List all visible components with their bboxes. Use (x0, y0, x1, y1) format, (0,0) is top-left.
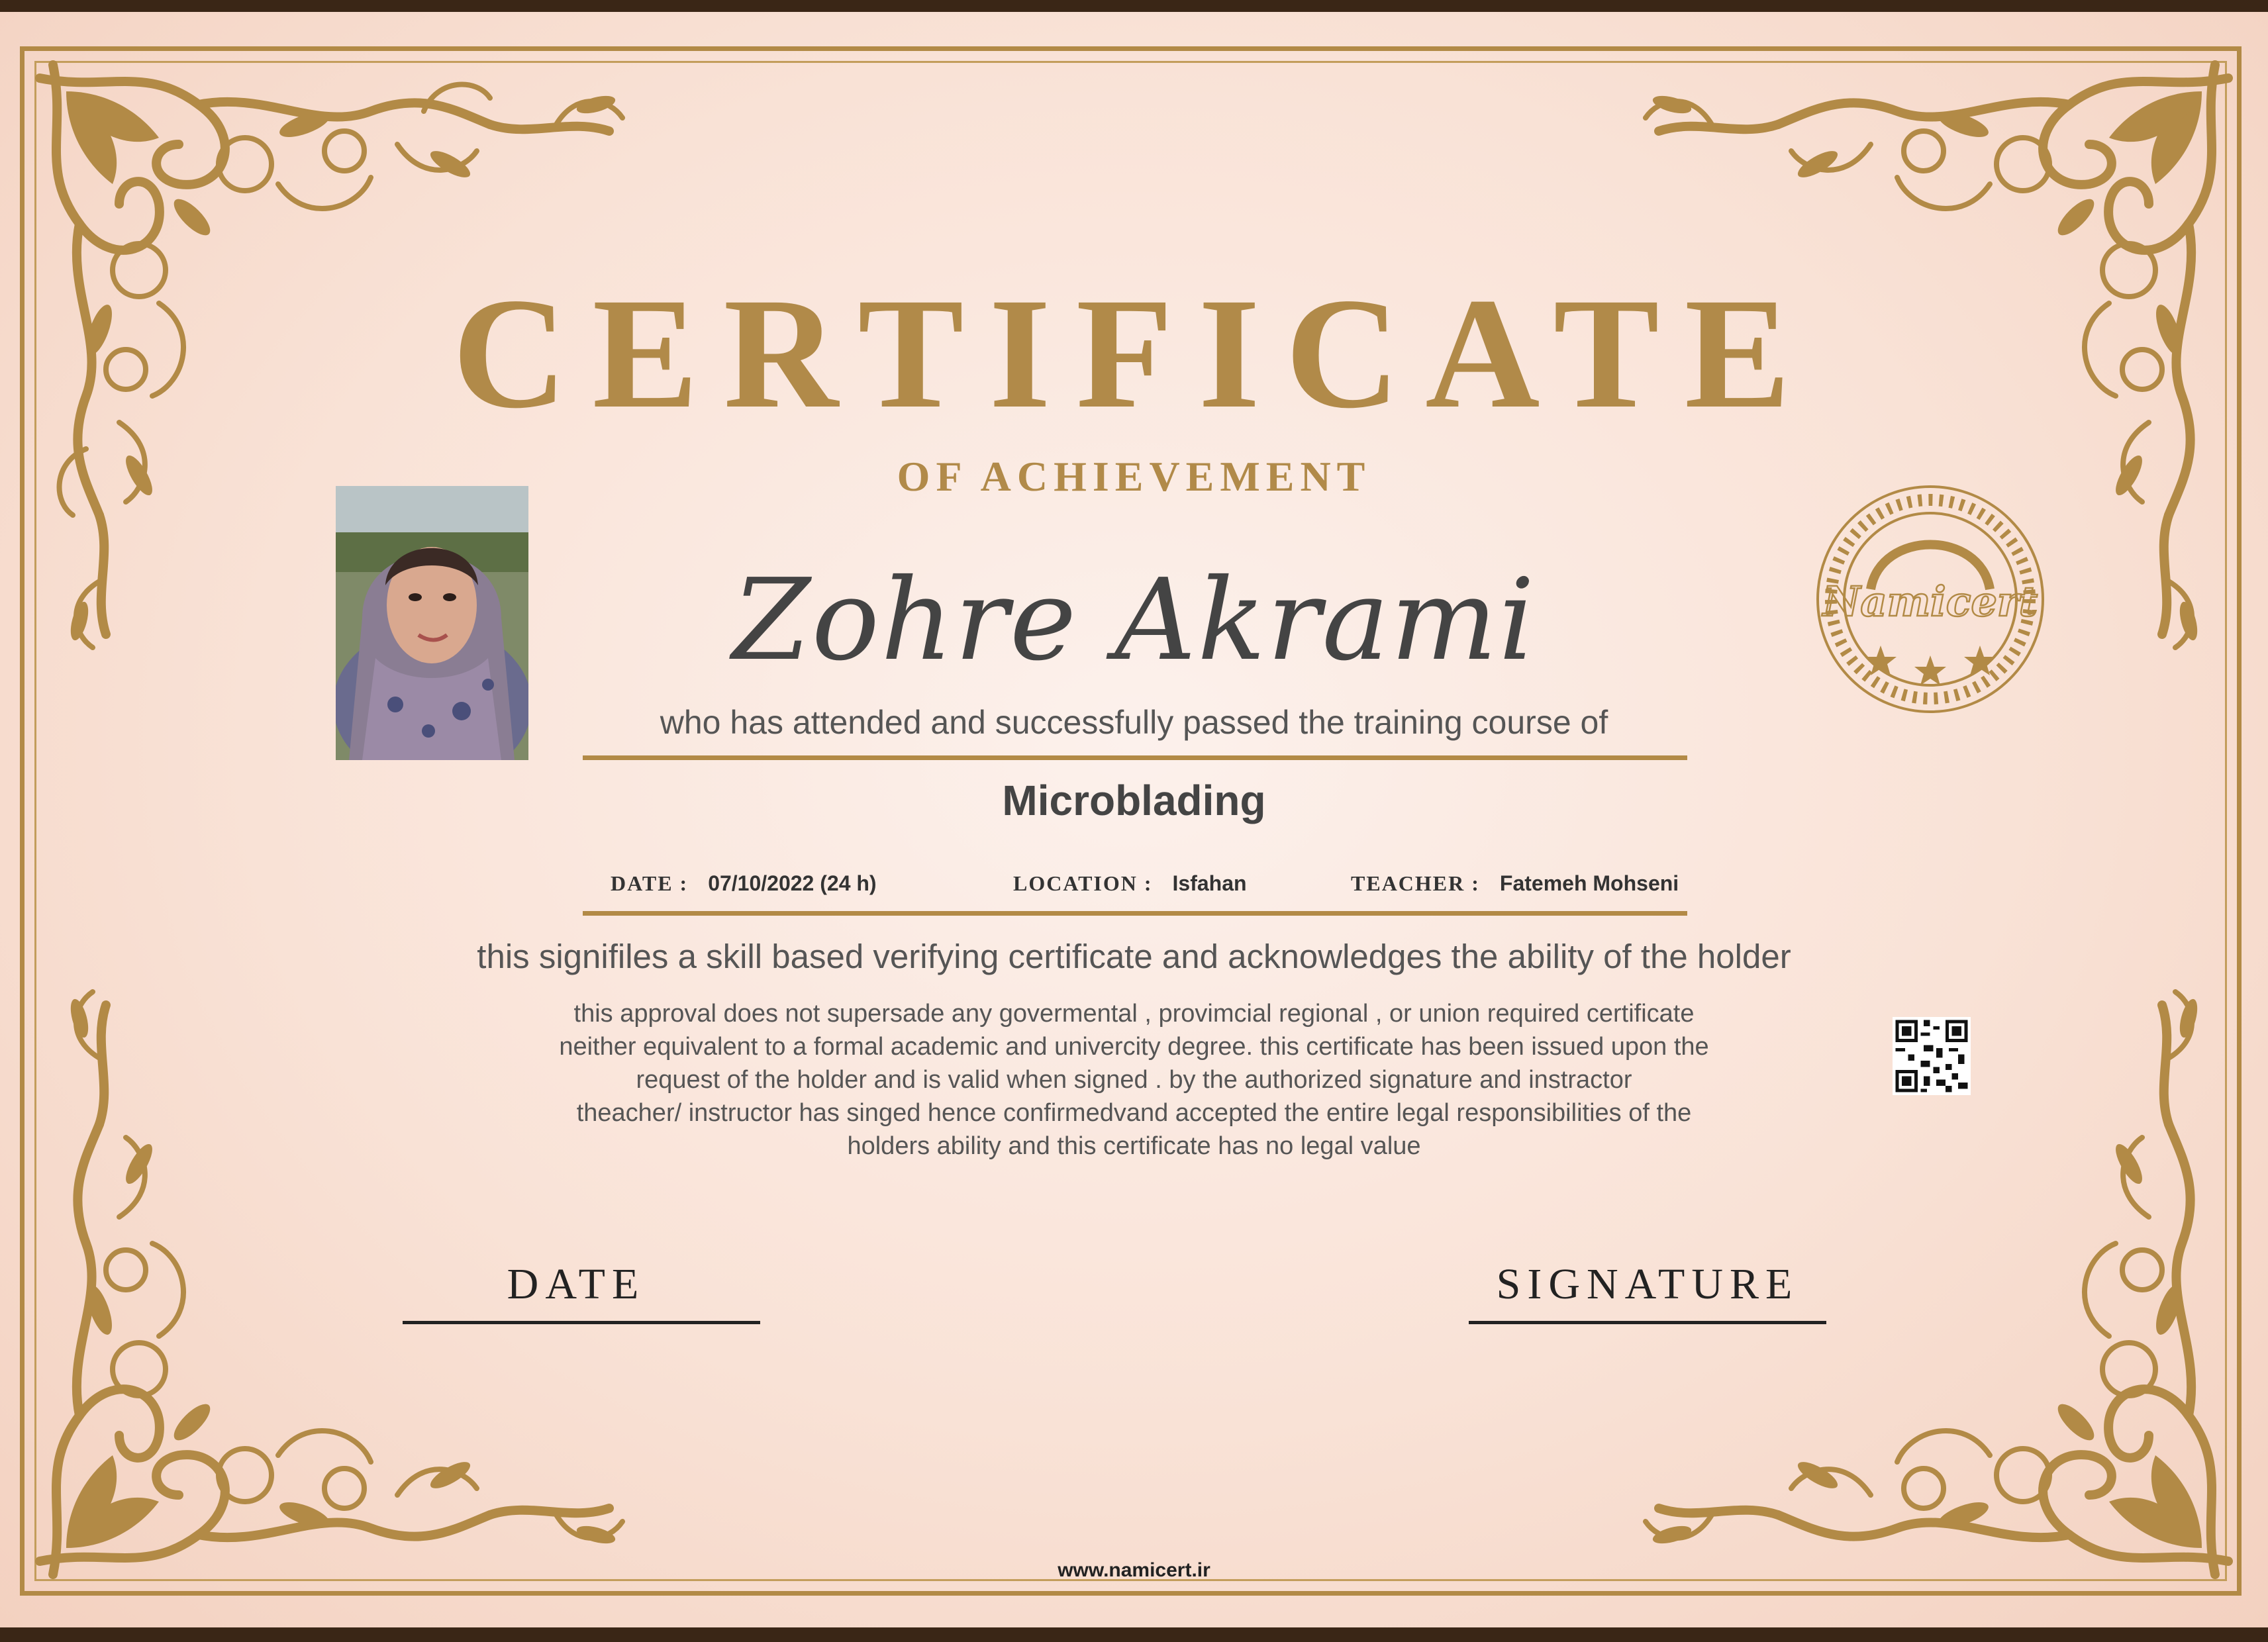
teacher-info (1351, 871, 1679, 896)
location-info (1013, 871, 1247, 896)
date-sign-line (403, 1321, 760, 1324)
disclaimer-line: request of the holder and is valid when signed . by the authorized signature and instractor (636, 1066, 1632, 1094)
date-sign-label: DATE (507, 1260, 646, 1308)
recipient-name: Zohre Akrami (732, 555, 1536, 686)
certificate-title: CERTIFICATE (452, 265, 1816, 441)
teacher-label: TEACHER : (1351, 871, 1480, 895)
signature-line (1469, 1321, 1826, 1324)
location-value: Isfahan (1172, 871, 1247, 895)
teacher-value: Fatemeh Mohseni (1499, 871, 1679, 895)
date-info (611, 871, 877, 896)
date-label: DATE : (611, 871, 689, 895)
disclaimer-line: theacher/ instructor has singed hence confirmedvand accepted the entire legal responsibilities of the (576, 1099, 1692, 1127)
signifies-text: this signifiles a skill based verifying certificate and acknowledges the ability of the holder (477, 938, 1791, 975)
signature-label: SIGNATURE (1496, 1260, 1799, 1308)
qr-code-icon[interactable] (1893, 1017, 1971, 1095)
website-link[interactable]: www.namicert.ir (1058, 1559, 1210, 1581)
seal-text: Namicert (1822, 577, 2038, 626)
course-name: Microblading (1002, 777, 1266, 824)
location-label: LOCATION : (1013, 871, 1153, 895)
disclaimer-line: holders ability and this certificate has no legal value (847, 1132, 1421, 1160)
divider-top (583, 755, 1687, 760)
date-value: 07/10/2022 (24 h) (708, 871, 877, 895)
attended-text: who has attended and successfully passed the training course of (660, 704, 1608, 741)
certificate-subtitle: OF ACHIEVEMENT (897, 453, 1371, 500)
divider-bottom (583, 911, 1687, 916)
disclaimer-line: this approval does not supersade any govermental , provimcial regional , or union required certificate (573, 1000, 1695, 1028)
disclaimer-line: neither equivalent to a formal academic and univercity degree. this certificate has been issued upon the (559, 1033, 1709, 1061)
